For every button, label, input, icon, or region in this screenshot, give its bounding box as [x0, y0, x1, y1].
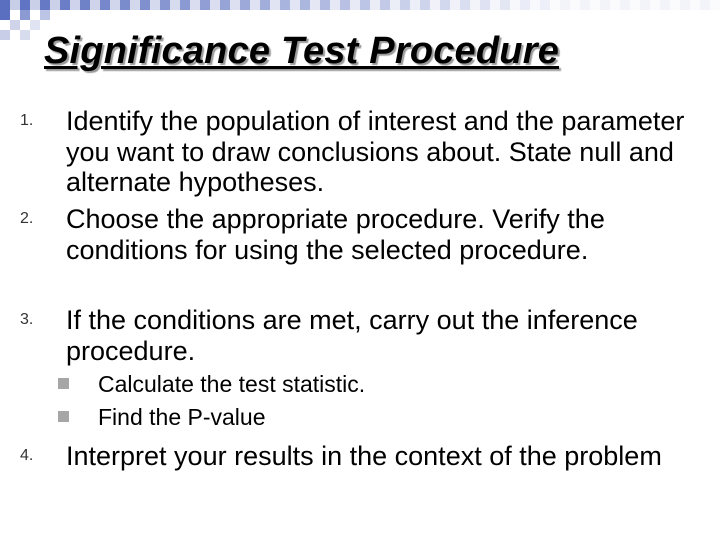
step-text: If the conditions are met, carry out the inference procedure. [66, 305, 638, 366]
square-bullet-icon [58, 378, 69, 389]
step-number: 4. [20, 447, 34, 464]
square-bullet-icon [58, 411, 69, 422]
step-number: 1. [20, 112, 34, 129]
substep-text: Calculate the test statistic. [98, 371, 366, 397]
slide-title: Significance Test Procedure [44, 30, 560, 72]
step-text: Choose the appropriate procedure. Verify the conditions for using the selected procedure. [66, 204, 605, 265]
step-text: Identify the population of interest and the parameter you want to draw conclusions about. State null and alternate hypotheses. [66, 106, 685, 197]
step-text: Interpret your results in the context of the problem [66, 441, 662, 471]
substep-text: Find the P-value [98, 404, 266, 430]
step-number: 3. [20, 311, 34, 328]
step-number: 2. [20, 210, 34, 227]
